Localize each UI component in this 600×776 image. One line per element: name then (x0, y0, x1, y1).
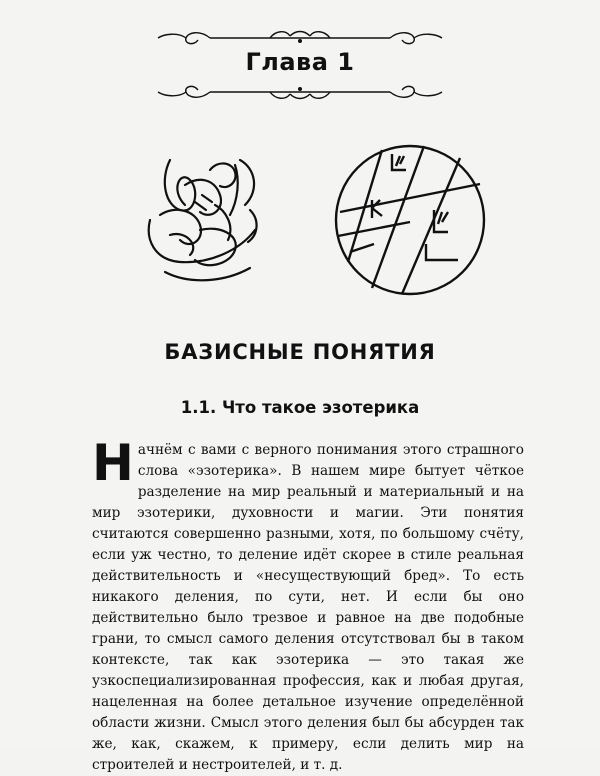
paragraph-text: ачнём с вами с верного понимания этого страшного слова «эзотерика». В нашем мире бытует чёткое разделение на мир реальный и материальный и на мир эзотерики, духовности и магии. Эти понятия считаются совершенно разными, хотя, по большому счёту, если уж честно, то деление идёт скорее в стиле реальная действительность и «несуществующий бред». То есть никакого деления, по сути, нет. И если бы оно действительно было трезвое и равное на две подобные грани, то смысл самого деления отсутствовал бы в таком контексте, так как эзотерика — это такая же узкоспециализированная профессия, как и любая другая, нацеленная на более детальное изучение определённой области жизни. Смысл этого деления был бы абсурден так же, как, скажем, к примеру, если делить мир на строителей и нестроителей, и т. д. (92, 442, 524, 773)
script-sigil-icon (140, 150, 280, 290)
ornament-divider-top (150, 28, 450, 48)
drop-cap-letter: Н (92, 434, 134, 492)
body-paragraph (92, 434, 524, 776)
circle-rune-sigil-icon (330, 140, 490, 300)
ornament-divider-bottom (150, 82, 450, 102)
section-title: БАЗИСНЫЕ ПОНЯТИЯ (164, 340, 436, 364)
subsection-title: 1.1. Что такое эзотерика (180, 398, 420, 417)
chapter-title: Глава 1 (245, 48, 355, 76)
